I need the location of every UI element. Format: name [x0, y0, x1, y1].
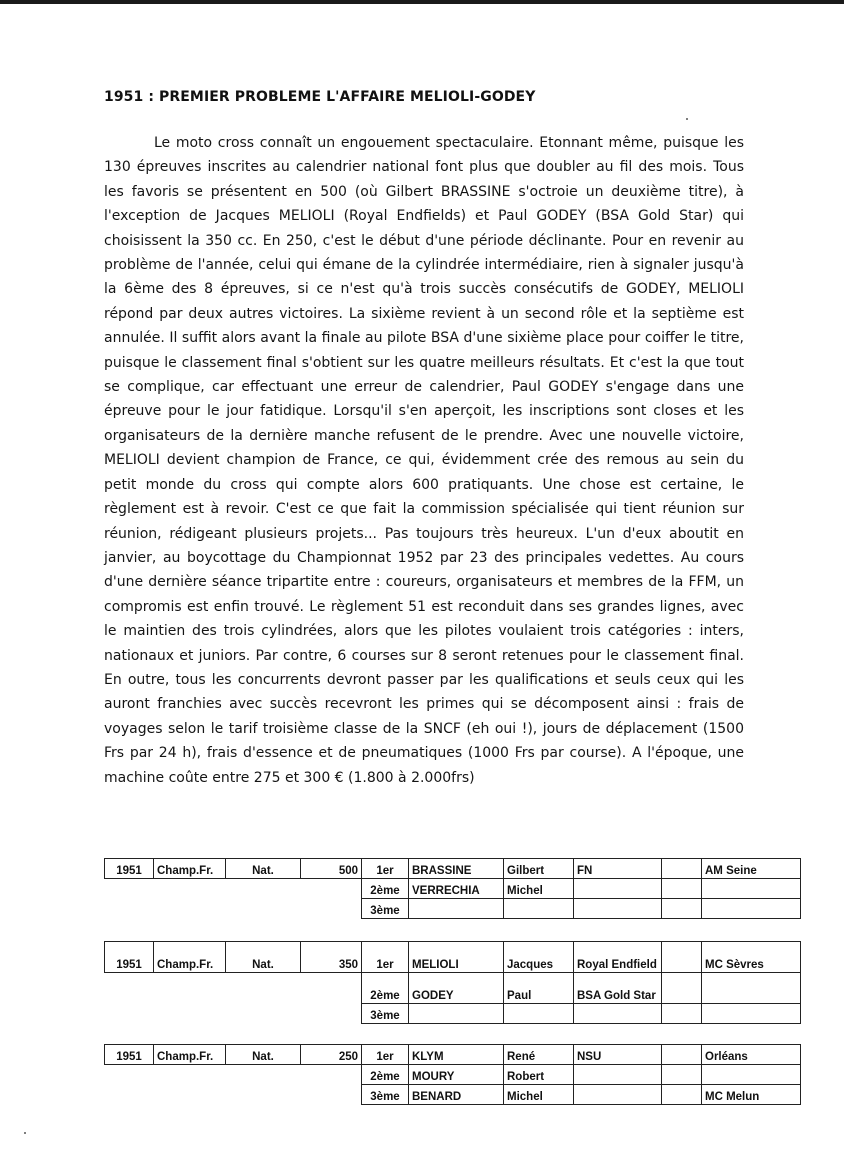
scan-speck [686, 118, 688, 120]
firstname-cell: Jacques [504, 942, 574, 973]
table-row [105, 879, 801, 899]
body-paragraph: Le moto cross connaît un engouement spectaculaire. Etonnant même, puisque les 130 épreuves inscrites au calendrier national font plus que doubler au fil des mois. Tous les favoris se présentent en 500 (où Gilbert BRASSINE s'octroie un deuxième titre), à l'exception de Jacques MELIOLI (Royal Endfields) et Paul GODEY (BSA Gold Star) qui choisissent la 350 cc. En 250, c'est le début d'une période déclinante. Pour en revenir au problème de l'année, celui qui émane de la cylindrée intermédiaire, rien à signaler jusqu'à la 6ème des 8 épreuves, si ce n'est qu'à trois succès consécutifs de GODEY, MELIOLI répond par deux autres victoires. La sixième revient à un second rôle et la septième est annulée. Il suffit alors avant la finale au pilote BSA d'une sixième place pour coiffer le titre, puisque le classement final s'obtient sur les quatre meilleurs résultats. Et c'est la que tout se complique, car effectuant une erreur de calendrier, Paul GODEY s'engage dans une épreuve pour le jour fatidique. Lorsqu'il s'en aperçoit, les inscriptions sont closes et les organisateurs de la dernière manche refusent de le prendre. Avec une nouvelle victoire, MELIOLI devient champion de France, ce qui, évidemment crée des remous au sein du petit monde du cross qui compte alors 600 pratiquants. Une chose est certaine, le règlement est à revoir. C'est ce que fait la commission spécialisée qui tient réunion sur réunion, rédigeant plusieurs projets... Pas toujours très heureux. L'un d'eux aboutit en janvier, au boycottage du Championnat 1952 par 23 des principales vedettes. Au cours d'une dernière séance tripartite entre : coureurs, organisateurs et membres de la FFM, un compromis est enfin trouvé. Le règlement 51 est reconduit dans ses grandes lignes, avec le maintien des trois cylindrées, alors que les pilotes voulaient trois catégories : inters, nationaux et juniors. Par contre, 6 courses sur 8 seront retenues pour le classement final. En outre, tous les concurrents devront passer par les qualifications et seuls ceux qui les auront franchies avec succès recevront les primes qui se décomposent ainsi : frais de voyages selon le tarif troisième classe de la SNCF (eh oui !), jours de déplacement (1500 Frs par 24 h), frais d'essence et de pneumatiques (1000 Frs par course). A l'époque, une machine coûte entre 275 et 300 € (1.800 à 2.000frs) [104, 135, 744, 786]
table-row [105, 1065, 801, 1085]
table-row [105, 942, 801, 973]
level-cell: Nat. [226, 942, 301, 973]
results-table-350 [104, 941, 801, 1024]
club-cell: MC Sèvres [702, 942, 801, 973]
championship-cell: Champ.Fr. [154, 859, 226, 879]
firstname-cell: Michel [504, 1085, 574, 1105]
firstname-cell: Robert [504, 1065, 574, 1085]
club-cell: AM Seine [702, 859, 801, 879]
place-cell: 3ème [362, 899, 409, 919]
class-cell: 250 [301, 1045, 362, 1065]
machine-cell [574, 1004, 662, 1024]
extra-cell [662, 879, 702, 899]
lastname-cell [409, 899, 504, 919]
club-cell [702, 899, 801, 919]
place-cell: 1er [362, 1045, 409, 1065]
table-row [105, 859, 801, 879]
extra-cell [662, 1004, 702, 1024]
club-cell: Orléans [702, 1045, 801, 1065]
table-row [105, 899, 801, 919]
firstname-cell: Michel [504, 879, 574, 899]
club-cell [702, 1065, 801, 1085]
machine-cell [574, 1065, 662, 1085]
place-cell: 2ème [362, 1065, 409, 1085]
extra-cell [662, 1045, 702, 1065]
championship-cell: Champ.Fr. [154, 1045, 226, 1065]
lastname-cell [409, 1004, 504, 1024]
table-row [105, 1085, 801, 1105]
table-row [105, 973, 801, 1004]
lastname-cell: GODEY [409, 973, 504, 1004]
extra-cell [662, 942, 702, 973]
machine-cell: BSA Gold Star [574, 973, 662, 1004]
class-cell: 500 [301, 859, 362, 879]
firstname-cell [504, 899, 574, 919]
table-row [105, 1004, 801, 1024]
firstname-cell [504, 1004, 574, 1024]
place-cell: 1er [362, 942, 409, 973]
level-cell: Nat. [226, 1045, 301, 1065]
year-cell: 1951 [105, 859, 154, 879]
results-table-500 [104, 858, 801, 919]
place-cell: 2ème [362, 879, 409, 899]
body-text [104, 131, 744, 790]
club-cell [702, 973, 801, 1004]
extra-cell [662, 859, 702, 879]
machine-cell: Royal Endfield [574, 942, 662, 973]
firstname-cell: René [504, 1045, 574, 1065]
extra-cell [662, 1085, 702, 1105]
extra-cell [662, 973, 702, 1004]
lastname-cell: BENARD [409, 1085, 504, 1105]
lastname-cell: MELIOLI [409, 942, 504, 973]
extra-cell [662, 1065, 702, 1085]
club-cell [702, 879, 801, 899]
machine-cell [574, 879, 662, 899]
machine-cell [574, 1085, 662, 1105]
firstname-cell: Gilbert [504, 859, 574, 879]
championship-cell: Champ.Fr. [154, 942, 226, 973]
place-cell: 1er [362, 859, 409, 879]
class-cell: 350 [301, 942, 362, 973]
lastname-cell: VERRECHIA [409, 879, 504, 899]
results-table-250 [104, 1044, 801, 1105]
scan-speck [24, 1132, 26, 1134]
extra-cell [662, 899, 702, 919]
lastname-cell: KLYM [409, 1045, 504, 1065]
year-cell: 1951 [105, 1045, 154, 1065]
top-rule [0, 0, 844, 4]
machine-cell: FN [574, 859, 662, 879]
firstname-cell: Paul [504, 973, 574, 1004]
year-cell: 1951 [105, 942, 154, 973]
lastname-cell: BRASSINE [409, 859, 504, 879]
place-cell: 3ème [362, 1085, 409, 1105]
club-cell: MC Melun [702, 1085, 801, 1105]
table-row [105, 1045, 801, 1065]
club-cell [702, 1004, 801, 1024]
lastname-cell: MOURY [409, 1065, 504, 1085]
section-title: 1951 : PREMIER PROBLEME L'AFFAIRE MELIOLI-GODEY [104, 89, 536, 105]
machine-cell [574, 899, 662, 919]
place-cell: 2ème [362, 973, 409, 1004]
level-cell: Nat. [226, 859, 301, 879]
place-cell: 3ème [362, 1004, 409, 1024]
machine-cell: NSU [574, 1045, 662, 1065]
